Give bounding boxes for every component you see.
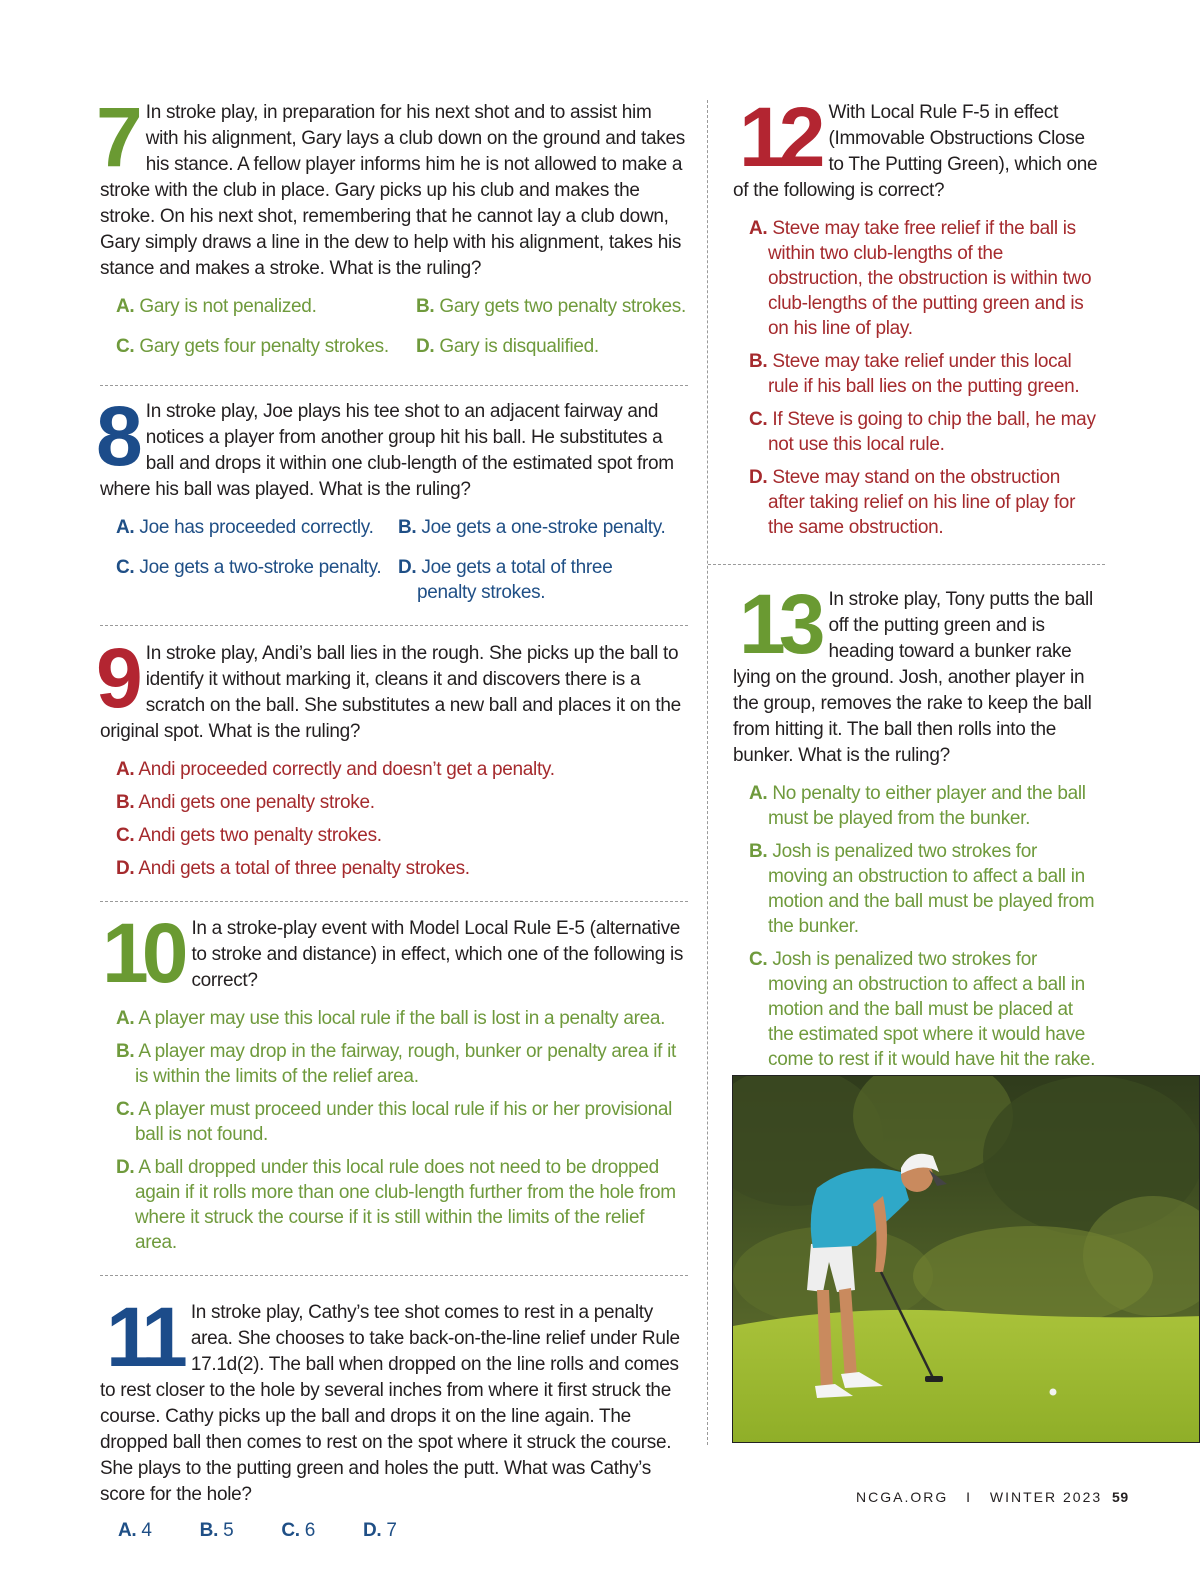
answer-d: D. Andi gets a total of three penalty strokes. [116, 858, 470, 879]
left-column [96, 90, 688, 1551]
question-number: 7 [96, 90, 136, 184]
divider [708, 564, 1105, 565]
question-number: 11 [106, 1290, 181, 1384]
answer-a: A. Gary is not penalized. [116, 296, 317, 317]
divider [100, 1275, 688, 1276]
answer-list [116, 515, 688, 613]
answer-a: A. A player may use this local rule if the ball is lost in a penalty area. [116, 1008, 666, 1029]
answer-list [116, 1006, 688, 1255]
answer-d: D. A ball dropped under this local rule does not need to be dropped again if it rolls more than one club-length further from the hole from where it struck the course if it is still within the limits of the relief area. [116, 1157, 676, 1253]
answer-b: B. Josh is penalized two strokes for moving an obstruction to affect a ball in motion and the ball must be played from the bunker. [749, 841, 1095, 937]
question-text: In stroke play, Cathy’s tee shot comes to rest in a penalty area. She chooses to take back-on-the-line relief under Rule 17.1d(2). The ball when dropped on the line rolls and comes to rest closer to the hole by several inches from where it first struck the course. Cathy picks up the ball and drops it on the line again. The dropped ball then comes to rest on the spot where it struck the course. She plays to the putting green and holes the putt. What was Cathy’s score for the hole? [100, 1302, 680, 1505]
answer-d: D. Joe gets a total of three penalty strokes. [398, 557, 613, 603]
question-10 [100, 906, 688, 1275]
answer-a: A. 4 [118, 1520, 152, 1541]
question-text: In a stroke-play event with Model Local Rule E-5 (alternative to stroke and distance) in effect, which one of the following is correct? [191, 918, 684, 991]
question-number: 8 [96, 389, 136, 483]
answer-list [749, 216, 1100, 540]
answer-d: D. Gary is disqualified. [416, 336, 599, 357]
question-13 [733, 577, 1100, 1130]
column-divider [707, 100, 708, 1445]
answer-c: C. Gary gets four penalty strokes. [116, 336, 389, 357]
footer-divider: I [966, 1489, 973, 1505]
answer-c: C. A player must proceed under this local rule if his or her provisional ball is not found. [116, 1099, 673, 1145]
answer-c: C. Andi gets two penalty strokes. [116, 825, 382, 846]
answer-list [116, 294, 688, 367]
answer-a: A. No penalty to either player and the ball must be played from the bunker. [749, 783, 1086, 829]
answer-a: A. Andi proceeded correctly and doesn’t get a penalty. [116, 759, 555, 780]
answer-c: C. Joe gets a two-stroke penalty. [116, 557, 382, 578]
answer-d: D. 7 [363, 1520, 397, 1541]
divider [100, 625, 688, 626]
question-12 [733, 90, 1100, 564]
question-7 [96, 90, 688, 385]
question-text: In stroke play, in preparation for his next shot and to assist him with his alignment, Gary lays a club down on the ground and takes his stance. A fellow player informs him he is not allowed to make a stroke with the club in place. Gary picks up his club and makes the stroke. On his next shot, remembering that he cannot lay a club down, Gary simply draws a line in the dew to help with his alignment, takes his stance and makes a stroke. What is the ruling? [100, 102, 685, 279]
golfer-putting-photo [732, 1075, 1200, 1443]
divider [100, 385, 688, 386]
page-footer [856, 1489, 1129, 1505]
footer-site: NCGA.ORG [856, 1489, 949, 1505]
question-11 [100, 1290, 688, 1551]
answer-b: B. 5 [199, 1520, 234, 1541]
answer-b: B. Joe gets a one-stroke penalty. [398, 517, 666, 538]
question-text: In stroke play, Tony putts the ball off the putting green and is heading toward a bunker rake lying on the ground. Josh, another player in the group, removes the rake to keep the ball from hitting it. The ball then rolls into the bunker. What is the ruling? [733, 589, 1093, 766]
right-column [733, 90, 1100, 1138]
answer-b: B. A player may drop in the fairway, rough, bunker or penalty area if it is within the limits of the relief area. [116, 1041, 676, 1087]
footer-issue: WINTER 2023 [989, 1489, 1103, 1505]
question-number: 13 [739, 577, 819, 671]
answer-a: A. Joe has proceeded correctly. [116, 517, 374, 538]
answer-b: B. Gary gets two penalty strokes. [416, 296, 686, 317]
answer-d: D. Steve may stand on the obstruction after taking relief on his line of play for the same obstruction. [749, 467, 1076, 538]
question-number: 10 [102, 906, 182, 1000]
answer-c: C. If Steve is going to chip the ball, he may not use this local rule. [749, 409, 1096, 455]
question-8 [96, 389, 688, 625]
divider [100, 901, 688, 902]
question-text: With Local Rule F-5 in effect (Immovable Obstructions Close to The Putting Green), which one of the following is correct? [733, 102, 1098, 201]
question-number: 9 [96, 631, 136, 725]
answer-c: C. 6 [281, 1520, 316, 1541]
page-number: 59 [1112, 1489, 1129, 1505]
answer-a: A. Steve may take free relief if the ball is within two club-lengths of the obstruction, the obstruction is within two club-lengths of the putting green and is on his line of play. [749, 218, 1092, 339]
question-text: In stroke play, Joe plays his tee shot to an adjacent fairway and notices a player from another group hit his ball. He substitutes a ball and drops it within one club-length of the estimated spot from where his ball was played. What is the ruling? [100, 401, 674, 500]
question-number: 12 [739, 90, 819, 184]
question-text: In stroke play, Andi’s ball lies in the rough. She picks up the ball to identify it without marking it, cleans it and discovers there is a scratch on the ball. She substitutes a new ball and places it on the original spot. What is the ruling? [100, 643, 681, 742]
answer-list [118, 1518, 688, 1551]
answer-b: B. Andi gets one penalty stroke. [116, 792, 375, 813]
answer-c: C. Josh is penalized two strokes for moving an obstruction to affect a ball in motion and the ball must be placed at the estimated spot where it would have come to rest if it would have hit the rake. [749, 949, 1096, 1070]
answer-b: B. Steve may take relief under this local rule if his ball lies on the putting green. [749, 351, 1080, 397]
answer-list [116, 757, 688, 881]
question-9 [96, 631, 688, 901]
